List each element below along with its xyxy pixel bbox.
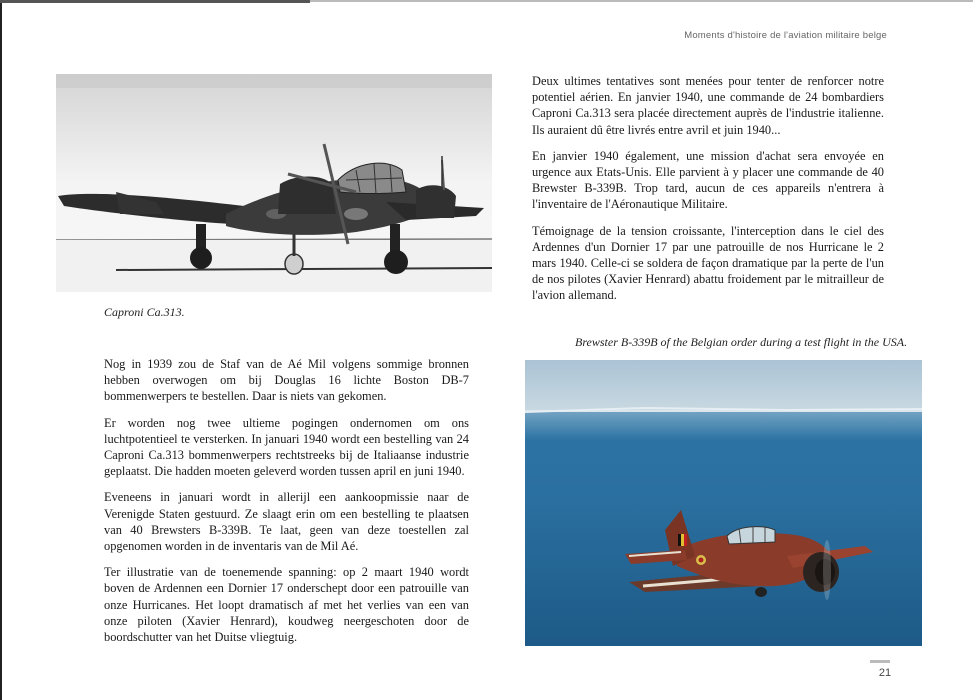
french-paragraph: Deux ultimes tentatives sont menées pour tenter de renforcer notre potentiel aérien. En janvier 1940, une commande de 24 bombardiers Caproni Ca.313 sera placée directement auprès de l'industrie italienne. Ils auraient dû être livrés entre avril et juin 1940...: [532, 74, 884, 137]
french-text-column: [532, 73, 884, 314]
page-edge-left: [0, 0, 2, 700]
dutch-text-column: [104, 356, 469, 655]
dutch-paragraph: Nog in 1939 zou de Staf van de Aé Mil volgens sommige bronnen hebben overwogen om bij Douglas 16 lichte Boston DB-7 bommenwerpers te bestellen. Daar is niets van gekomen.: [104, 357, 469, 404]
french-paragraph: Témoignage de la tension croissante, l'interception dans le ciel des Ardennes d'un Dornier 17 par une patrouille de nos Hurricane le 2 mars 1940. Celle-ci se soldera de façon dramatique par la perte de l'un de nos pilotes (Xavier Henrard) abattu froidement par le mitrailleur de l'avion allemand.: [532, 223, 884, 303]
dutch-paragraph: Ter illustratie van de toenemende spanning: op 2 maart 1940 wordt boven de Ardennen een Dornier 17 onderschept door een patrouille van onze Hurricanes. Het loopt dramatisch af met het verlies van een van onze piloten (Xavier Henrard), koudweg neergeschoten door de boordschutter van het Duitse vliegtuig.: [104, 565, 469, 645]
brewster-photo: [525, 360, 922, 646]
dutch-paragraph: Er worden nog twee ultieme pogingen ondernomen om ons luchtpotentieel te versterken. In januari 1940 wordt een bestelling van 24 Caproni Ca.313 bommenwerpers rechtstreeks bij de Italiaanse industrie geplaatst. Die hadden moeten geleverd worden tussen april en juni 1940.: [104, 415, 469, 479]
brewster-caption: Brewster B-339B of the Belgian order during a test flight in the USA.: [575, 335, 908, 349]
page-number-rule: [870, 660, 890, 663]
dutch-paragraph: Eveneens in januari wordt in allerijl een aankoopmissie naar de Verenigde Staten gestuurd. Ze slaagt erin om een bestelling te plaatsen van 40 Brewsters B-339B. Te laat, geen van deze toestellen zal opgenomen worden in de inventaris van de Mil Aé.: [104, 490, 469, 554]
caproni-photo: [56, 74, 492, 292]
page-edge-top-dark: [0, 0, 310, 3]
page-number: 21: [878, 667, 892, 679]
running-header: Moments d'histoire de l'aviation militaire belge: [684, 30, 887, 41]
caproni-caption: Caproni Ca.313.: [104, 305, 185, 319]
french-paragraph: En janvier 1940 également, une mission d'achat sera envoyée en urgence aux Etats-Unis. Elle parvient à y placer une commande de 40 Brewster B-339B. Trop tard, aucun de ces appareils n'entrera à l'inventaire de l'Aéronautique Militaire.: [532, 148, 884, 212]
